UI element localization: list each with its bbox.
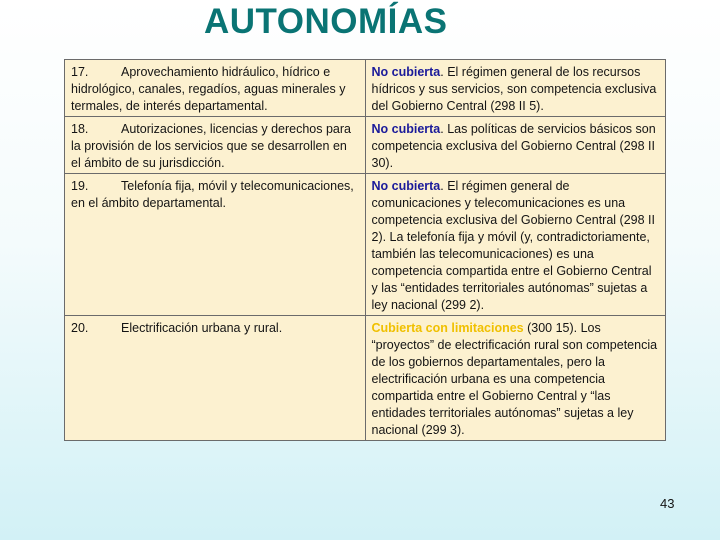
- status-label: No cubierta: [371, 122, 441, 136]
- competence-text: Autorizaciones, licencias y derechos para la provisión de los servicios que se desarrollen en el ámbito de su jurisdicción.: [71, 122, 351, 170]
- competence-cell: [65, 316, 366, 441]
- status-label: No cubierta: [371, 179, 441, 193]
- page-number: 43: [660, 496, 675, 511]
- competence-cell: [65, 174, 366, 316]
- competence-text: Aprovechamiento hidráulico, hídrico e hidrológico, canales, regadíos, aguas minerales y termales, de interés departamental.: [71, 65, 346, 113]
- status-cell: [365, 174, 666, 316]
- status-comment: . Las políticas de servicios básicos son competencia exclusiva del Gobierno Central (298 II 30).: [371, 122, 656, 170]
- status-cell: [365, 60, 666, 117]
- table-row: [65, 316, 666, 441]
- competence-text: Telefonía fija, móvil y telecomunicaciones, en el ámbito departamental.: [71, 179, 354, 210]
- status-comment: (300 15). Los “proyectos” de electrificación rural son competencia de los gobiernos departamentales, pero la electrificación urbana es una competencia compartida entre el Gobierno Central y “las entidades territoriales autónomas” sujetas a ley nacional (299 3).: [371, 321, 658, 437]
- competence-table: [64, 59, 666, 441]
- status-label: Cubierta con limitaciones: [371, 321, 524, 335]
- table-row: [65, 60, 666, 117]
- status-cell: [365, 316, 666, 441]
- table-row: [65, 174, 666, 316]
- competence-number: 19.: [71, 179, 89, 193]
- status-comment: . El régimen general de comunicaciones y telecomunicaciones es una competencia exclusiva del Gobierno Central (298 II 2). La telefonía fija y móvil (y, contradictoriamente, también las telecomunicaciones) es una competencia compartida entre el Gobierno Central y las “entidades territoriales autónomas” sujetas a ley nacional (299 2).: [371, 179, 655, 312]
- competence-number: 18.: [71, 122, 89, 136]
- status-cell: [365, 117, 666, 174]
- competence-number: 17.: [71, 65, 89, 79]
- competence-cell: [65, 60, 366, 117]
- slide-title: AUTONOMÍAS: [204, 2, 448, 41]
- competence-cell: [65, 117, 366, 174]
- status-label: No cubierta: [371, 65, 441, 79]
- competence-text: Electrificación urbana y rural.: [121, 321, 283, 335]
- status-comment: . El régimen general de los recursos hídricos y sus servicios, son competencia exclusiva del Gobierno Central (298 II 5).: [371, 65, 657, 113]
- competence-number: 20.: [71, 321, 89, 335]
- table-row: [65, 117, 666, 174]
